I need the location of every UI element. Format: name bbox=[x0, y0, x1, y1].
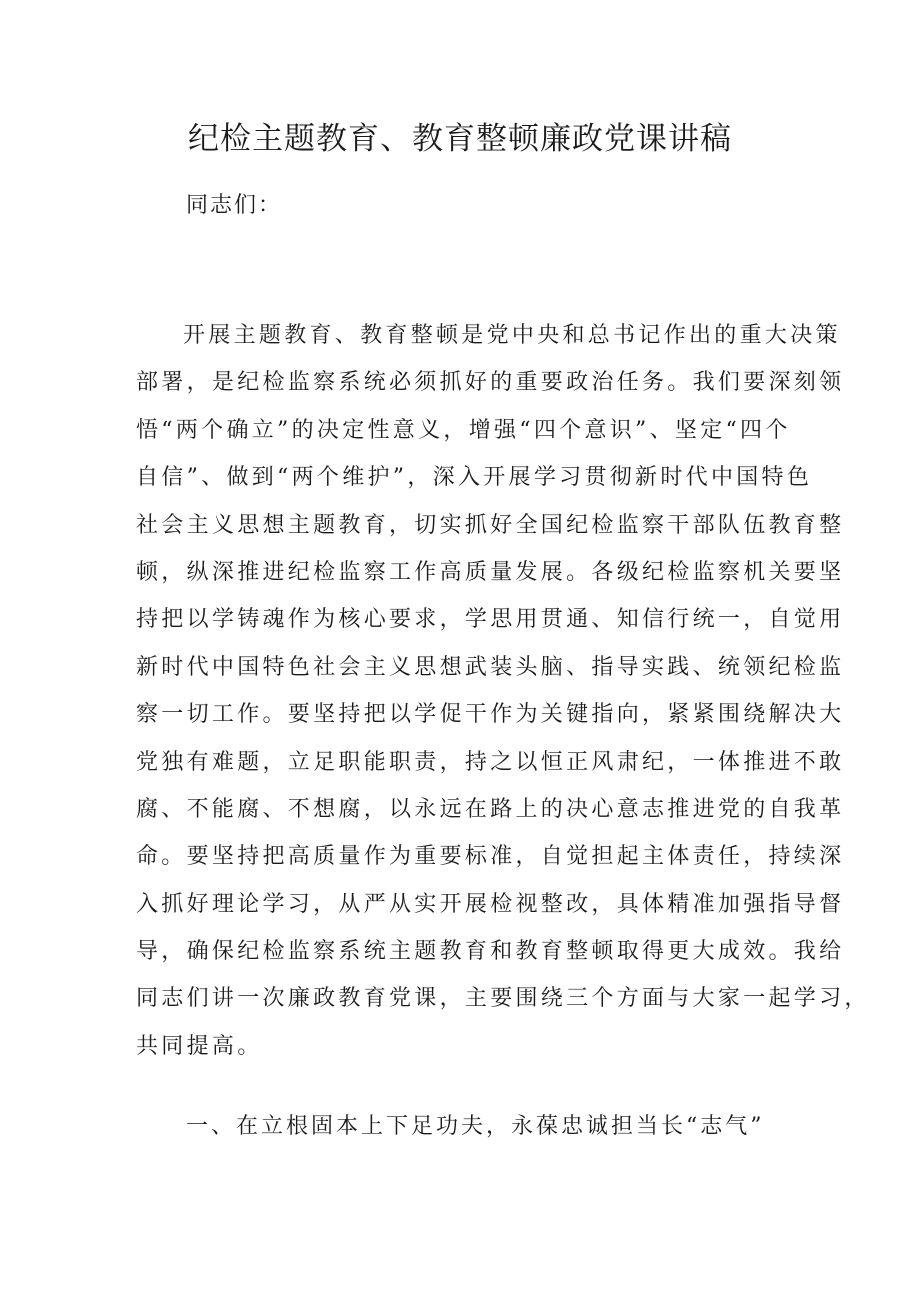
paragraph-line: 新时代中国特色社会主义思想武装头脑、指导实践、统领纪检监 bbox=[136, 654, 845, 680]
paragraph-line: 察一切工作。要坚持把以学促干作为关键指向，紧紧围绕解决大 bbox=[136, 702, 845, 728]
paragraph-line: 命。要坚持把高质量作为重要标准，自觉担起主体责任，持续深 bbox=[136, 844, 845, 870]
body-paragraph bbox=[136, 312, 870, 1070]
paragraph-line: 同志们讲一次廉政教育党课，主要围绕三个方面与大家一起学习， bbox=[136, 986, 870, 1012]
paragraph-line: 悟“两个确立”的决定性意义，增强“四个意识”、坚定“四个 bbox=[136, 417, 791, 443]
paragraph-line: 入抓好理论学习，从严从实开展检视整改，具体精准加强指导督 bbox=[136, 891, 845, 917]
section-heading: 一、在立根固本上下足功夫，永葆忠诚担当长“志气” bbox=[186, 1114, 765, 1139]
document-title: 纪检主题教育、教育整顿廉政党课讲稿 bbox=[188, 121, 732, 157]
paragraph-line: 开展主题教育、教育整顿是党中央和总书记作出的重大决策 bbox=[183, 323, 841, 348]
paragraph-line: 社会主义思想主题教育，切实抓好全国纪检监察干部队伍教育整 bbox=[136, 512, 845, 538]
paragraph-line: 腐、不能腐、不想腐，以永远在路上的决心意志推进党的自我革 bbox=[136, 796, 845, 822]
paragraph-line: 党独有难题，立足职能职责，持之以恒正风肃纪，一体推进不敢 bbox=[136, 749, 845, 775]
paragraph-line: 共同提高。 bbox=[136, 1033, 263, 1059]
salutation: 同志们： bbox=[186, 193, 283, 218]
paragraph-line: 自信”、做到“两个维护”，深入开展学习贯彻新时代中国特色 bbox=[136, 465, 813, 491]
paragraph-line: 部署，是纪检监察系统必须抓好的重要政治任务。我们要深刻领 bbox=[136, 370, 845, 396]
paragraph-line: 持把以学铸魂作为核心要求，学思用贯通、知信行统一，自觉用 bbox=[136, 607, 845, 633]
paragraph-line: 导，确保纪检监察系统主题教育和教育整顿取得更大成效。我给 bbox=[136, 939, 845, 965]
paragraph-line: 顿，纵深推进纪检监察工作高质量发展。各级纪检监察机关要坚 bbox=[136, 559, 845, 585]
